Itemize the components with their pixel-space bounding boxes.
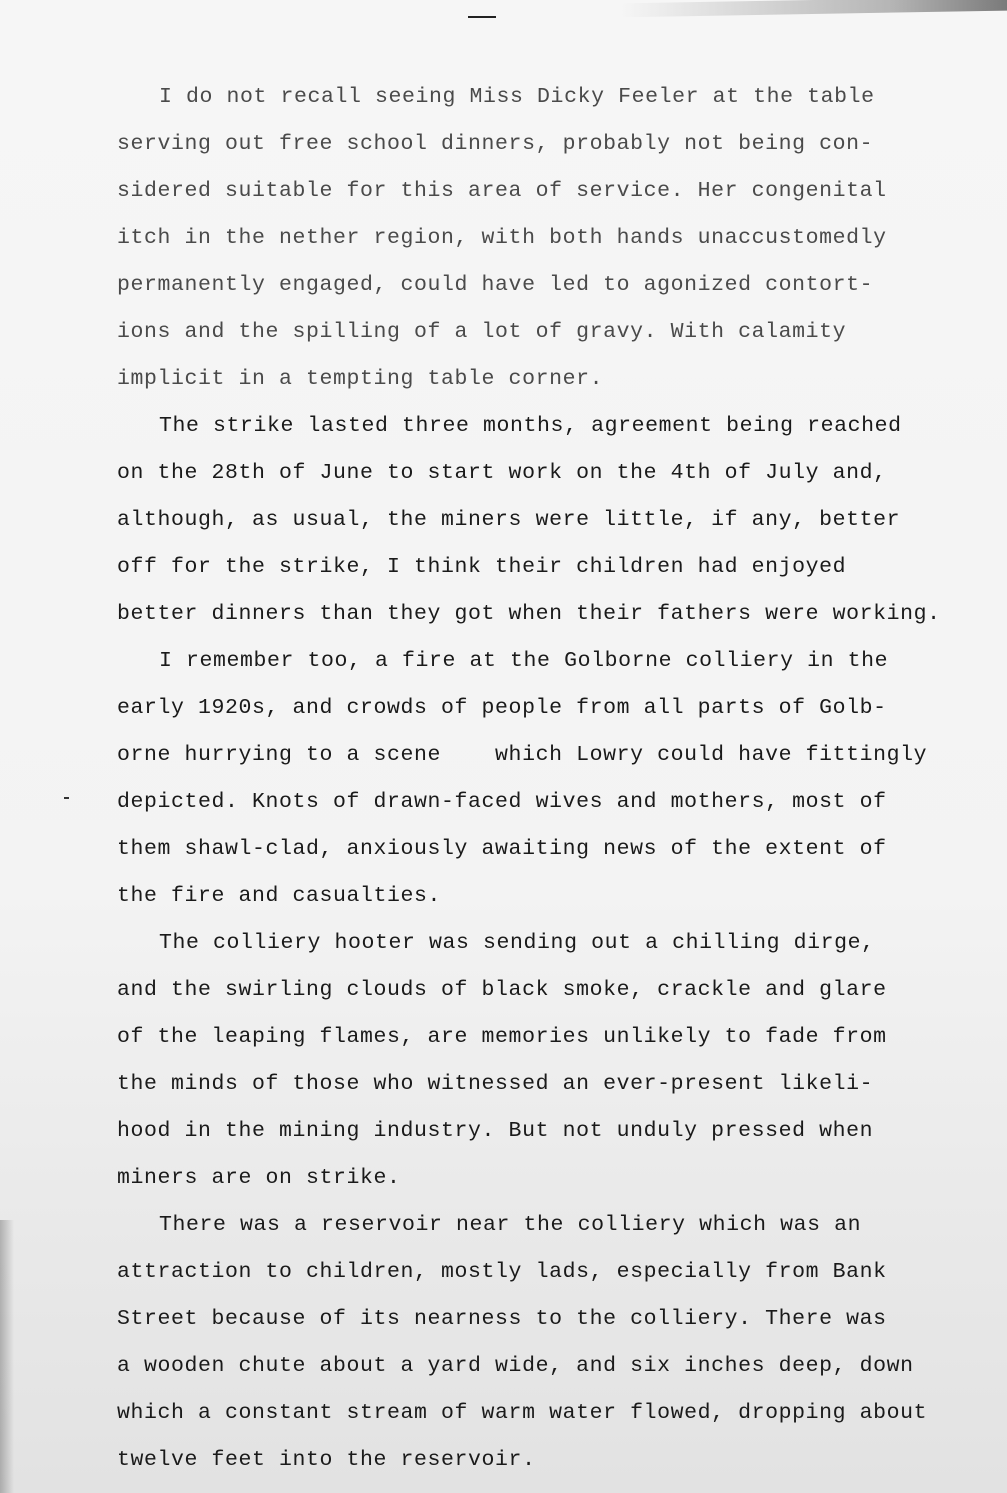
text-line: The strike lasted three months, agreement being reached	[159, 414, 902, 438]
margin-mark	[64, 797, 69, 799]
text-line: off for the strike, I think their children had enjoyed	[117, 555, 847, 579]
page-left-shadow	[0, 1220, 14, 1493]
text-line: implicit in a tempting table corner.	[117, 367, 604, 391]
text-line: I do not recall seeing Miss Dicky Feeler at the table	[159, 85, 875, 109]
text-line: them shawl-clad, anxiously awaiting news of the extent of	[117, 837, 887, 861]
text-line: on the 28th of June to start work on the 4th of July and,	[117, 461, 887, 485]
text-line: and the swirling clouds of black smoke, crackle and glare	[117, 978, 887, 1002]
text-line: serving out free school dinners, probably not being con-	[117, 132, 874, 156]
text-line: permanently engaged, could have led to agonized contort-	[117, 273, 874, 297]
paragraph-4	[117, 920, 967, 1202]
text-line: although, as usual, the miners were little, if any, better	[117, 508, 901, 532]
text-line: miners are on strike.	[117, 1166, 401, 1190]
text-line: early 1920s, and crowds of people from all parts of Golb-	[117, 696, 887, 720]
paragraph-5	[117, 1202, 967, 1484]
text-line: attraction to children, mostly lads, especially from Bank	[117, 1260, 887, 1284]
text-line: orne hurrying to a scene which Lowry could have fittingly	[117, 743, 928, 767]
text-line: the minds of those who witnessed an ever-present likeli-	[117, 1072, 874, 1096]
text-line: hood in the mining industry. But not unduly pressed when	[117, 1119, 874, 1143]
text-line: ions and the spilling of a lot of gravy. With calamity	[117, 320, 847, 344]
page-top-shadow	[620, 0, 1007, 17]
paragraph-2	[117, 403, 967, 638]
paragraph-3	[117, 638, 967, 920]
text-line: of the leaping flames, are memories unlikely to fade from	[117, 1025, 887, 1049]
text-line: depicted. Knots of drawn-faced wives and mothers, most of	[117, 790, 887, 814]
text-line: the fire and casualties.	[117, 884, 442, 908]
text-line: There was a reservoir near the colliery which was an	[159, 1213, 862, 1237]
paragraph-1	[117, 74, 967, 403]
document-body	[117, 74, 967, 1484]
text-line: twelve feet into the reservoir.	[117, 1448, 536, 1472]
text-line: a wooden chute about a yard wide, and six inches deep, down	[117, 1354, 914, 1378]
text-line: better dinners than they got when their fathers were working.	[117, 602, 941, 626]
page-number-mark	[468, 16, 496, 18]
text-line: sidered suitable for this area of service. Her congenital	[117, 179, 887, 203]
text-line: The colliery hooter was sending out a chilling dirge,	[159, 931, 875, 955]
text-line: itch in the nether region, with both hands unaccustomedly	[117, 226, 887, 250]
text-line: Street because of its nearness to the colliery. There was	[117, 1307, 887, 1331]
text-line: I remember too, a fire at the Golborne colliery in the	[159, 649, 889, 673]
text-line: which a constant stream of warm water flowed, dropping about	[117, 1401, 928, 1425]
